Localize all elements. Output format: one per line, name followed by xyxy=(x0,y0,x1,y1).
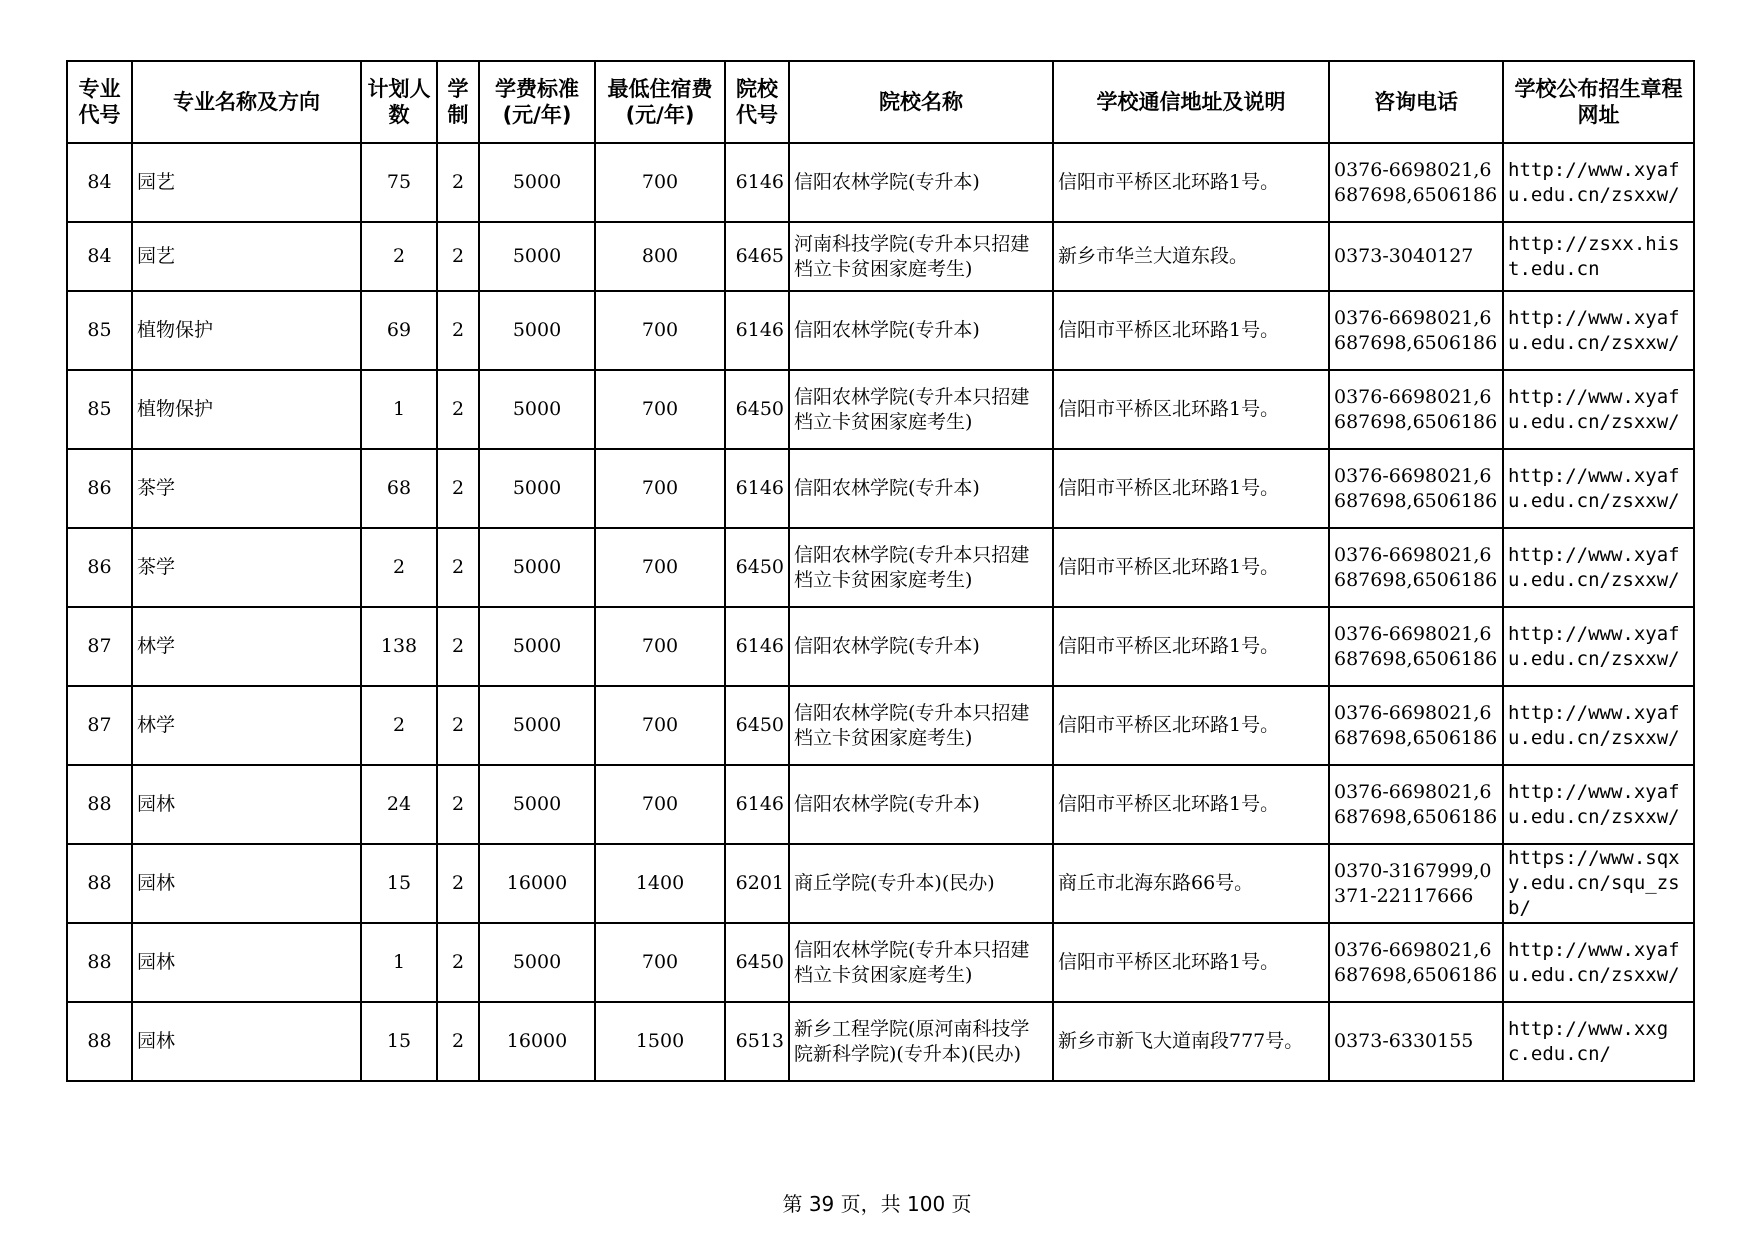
address-cell: 信阳市平桥区北环路1号。 xyxy=(1053,143,1329,222)
column-header: 咨询电话 xyxy=(1329,61,1503,143)
tuition-cell: 5000 xyxy=(479,765,595,844)
lodging-fee-cell: 700 xyxy=(595,923,725,1002)
major-name-cell: 园艺 xyxy=(132,222,361,291)
plan-count-cell: 1 xyxy=(361,370,437,449)
url-cell: http://www.xyafu.edu.cn/zsxxw/ xyxy=(1503,449,1694,528)
table-row xyxy=(67,291,1694,370)
column-header: 专业名称及方向 xyxy=(132,61,361,143)
lodging-fee-cell: 700 xyxy=(595,765,725,844)
school-code-cell: 6450 xyxy=(725,528,789,607)
column-header: 院校代号 xyxy=(725,61,789,143)
duration-cell: 2 xyxy=(437,370,479,449)
major-name-cell: 植物保护 xyxy=(132,370,361,449)
plan-count-cell: 138 xyxy=(361,607,437,686)
table-body xyxy=(67,143,1694,1081)
tuition-cell: 5000 xyxy=(479,923,595,1002)
url-cell: http://www.xxgc.edu.cn/ xyxy=(1503,1002,1694,1081)
lodging-fee-cell: 800 xyxy=(595,222,725,291)
column-header: 学校公布招生章程网址 xyxy=(1503,61,1694,143)
school-code-cell: 6513 xyxy=(725,1002,789,1081)
major-name-cell: 林学 xyxy=(132,686,361,765)
url-cell: http://www.xyafu.edu.cn/zsxxw/ xyxy=(1503,291,1694,370)
school-code-cell: 6146 xyxy=(725,449,789,528)
school-name-cell: 信阳农林学院(专升本) xyxy=(789,143,1053,222)
phone-cell: 0376-6698021,6687698,6506186 xyxy=(1329,449,1503,528)
school-code-cell: 6146 xyxy=(725,607,789,686)
major-code-cell: 87 xyxy=(67,686,132,765)
tuition-cell: 16000 xyxy=(479,844,595,923)
school-name-cell: 信阳农林学院(专升本) xyxy=(789,607,1053,686)
phone-cell: 0376-6698021,6687698,6506186 xyxy=(1329,765,1503,844)
table-row xyxy=(67,686,1694,765)
table-row xyxy=(67,607,1694,686)
table-row xyxy=(67,143,1694,222)
duration-cell: 2 xyxy=(437,765,479,844)
address-cell: 信阳市平桥区北环路1号。 xyxy=(1053,923,1329,1002)
address-cell: 信阳市平桥区北环路1号。 xyxy=(1053,686,1329,765)
plan-count-cell: 69 xyxy=(361,291,437,370)
plan-count-cell: 75 xyxy=(361,143,437,222)
school-code-cell: 6465 xyxy=(725,222,789,291)
address-cell: 信阳市平桥区北环路1号。 xyxy=(1053,370,1329,449)
phone-cell: 0370-3167999,0371-22117666 xyxy=(1329,844,1503,923)
lodging-fee-cell: 700 xyxy=(595,449,725,528)
tuition-cell: 5000 xyxy=(479,686,595,765)
school-name-cell: 新乡工程学院(原河南科技学院新科学院)(专升本)(民办) xyxy=(789,1002,1053,1081)
school-name-cell: 信阳农林学院(专升本) xyxy=(789,291,1053,370)
major-code-cell: 88 xyxy=(67,1002,132,1081)
lodging-fee-cell: 700 xyxy=(595,686,725,765)
plan-count-cell: 2 xyxy=(361,686,437,765)
school-name-cell: 信阳农林学院(专升本) xyxy=(789,765,1053,844)
major-code-cell: 86 xyxy=(67,449,132,528)
school-name-cell: 信阳农林学院(专升本只招建档立卡贫困家庭考生) xyxy=(789,370,1053,449)
school-name-cell: 信阳农林学院(专升本只招建档立卡贫困家庭考生) xyxy=(789,923,1053,1002)
table-header xyxy=(67,61,1694,143)
column-header: 学费标准(元/年) xyxy=(479,61,595,143)
table-row xyxy=(67,1002,1694,1081)
school-code-cell: 6146 xyxy=(725,291,789,370)
duration-cell: 2 xyxy=(437,528,479,607)
duration-cell: 2 xyxy=(437,923,479,1002)
major-code-cell: 84 xyxy=(67,143,132,222)
url-cell: http://www.xyafu.edu.cn/zsxxw/ xyxy=(1503,143,1694,222)
column-header: 学校通信地址及说明 xyxy=(1053,61,1329,143)
plan-count-cell: 68 xyxy=(361,449,437,528)
address-cell: 信阳市平桥区北环路1号。 xyxy=(1053,528,1329,607)
school-code-cell: 6201 xyxy=(725,844,789,923)
major-code-cell: 88 xyxy=(67,844,132,923)
column-header: 计划人数 xyxy=(361,61,437,143)
plan-count-cell: 1 xyxy=(361,923,437,1002)
major-name-cell: 植物保护 xyxy=(132,291,361,370)
major-name-cell: 园林 xyxy=(132,844,361,923)
column-header: 最低住宿费(元/年) xyxy=(595,61,725,143)
address-cell: 信阳市平桥区北环路1号。 xyxy=(1053,607,1329,686)
phone-cell: 0376-6698021,6687698,6506186 xyxy=(1329,528,1503,607)
lodging-fee-cell: 700 xyxy=(595,370,725,449)
duration-cell: 2 xyxy=(437,686,479,765)
admissions-table xyxy=(66,60,1695,1082)
major-code-cell: 88 xyxy=(67,923,132,1002)
column-header: 专业代号 xyxy=(67,61,132,143)
tuition-cell: 5000 xyxy=(479,449,595,528)
major-name-cell: 园林 xyxy=(132,923,361,1002)
lodging-fee-cell: 700 xyxy=(595,291,725,370)
major-name-cell: 园艺 xyxy=(132,143,361,222)
tuition-cell: 5000 xyxy=(479,528,595,607)
duration-cell: 2 xyxy=(437,844,479,923)
major-name-cell: 园林 xyxy=(132,1002,361,1081)
duration-cell: 2 xyxy=(437,143,479,222)
url-cell: http://www.xyafu.edu.cn/zsxxw/ xyxy=(1503,923,1694,1002)
url-cell: http://www.xyafu.edu.cn/zsxxw/ xyxy=(1503,765,1694,844)
phone-cell: 0376-6698021,6687698,6506186 xyxy=(1329,291,1503,370)
address-cell: 信阳市平桥区北环路1号。 xyxy=(1053,765,1329,844)
table-row xyxy=(67,844,1694,923)
lodging-fee-cell: 1500 xyxy=(595,1002,725,1081)
phone-cell: 0376-6698021,6687698,6506186 xyxy=(1329,143,1503,222)
school-code-cell: 6450 xyxy=(725,923,789,1002)
page-footer: 第 39 页，共 100 页 xyxy=(782,1192,972,1216)
tuition-cell: 5000 xyxy=(479,370,595,449)
tuition-cell: 5000 xyxy=(479,291,595,370)
school-code-cell: 6146 xyxy=(725,143,789,222)
tuition-cell: 5000 xyxy=(479,143,595,222)
major-code-cell: 88 xyxy=(67,765,132,844)
url-cell: http://zsxx.hist.edu.cn xyxy=(1503,222,1694,291)
column-header: 学制 xyxy=(437,61,479,143)
tuition-cell: 5000 xyxy=(479,607,595,686)
phone-cell: 0373-6330155 xyxy=(1329,1002,1503,1081)
major-name-cell: 林学 xyxy=(132,607,361,686)
duration-cell: 2 xyxy=(437,449,479,528)
lodging-fee-cell: 700 xyxy=(595,528,725,607)
url-cell: https://www.sqxy.edu.cn/squ_zsb/ xyxy=(1503,844,1694,923)
school-code-cell: 6146 xyxy=(725,765,789,844)
school-name-cell: 商丘学院(专升本)(民办) xyxy=(789,844,1053,923)
duration-cell: 2 xyxy=(437,222,479,291)
lodging-fee-cell: 700 xyxy=(595,143,725,222)
lodging-fee-cell: 700 xyxy=(595,607,725,686)
duration-cell: 2 xyxy=(437,1002,479,1081)
table-row xyxy=(67,765,1694,844)
address-cell: 新乡市新飞大道南段777号。 xyxy=(1053,1002,1329,1081)
address-cell: 新乡市华兰大道东段。 xyxy=(1053,222,1329,291)
url-cell: http://www.xyafu.edu.cn/zsxxw/ xyxy=(1503,686,1694,765)
plan-count-cell: 2 xyxy=(361,222,437,291)
column-header: 院校名称 xyxy=(789,61,1053,143)
table-row xyxy=(67,370,1694,449)
plan-count-cell: 2 xyxy=(361,528,437,607)
plan-count-cell: 24 xyxy=(361,765,437,844)
major-name-cell: 茶学 xyxy=(132,528,361,607)
plan-count-cell: 15 xyxy=(361,844,437,923)
major-code-cell: 87 xyxy=(67,607,132,686)
phone-cell: 0376-6698021,6687698,6506186 xyxy=(1329,370,1503,449)
tuition-cell: 16000 xyxy=(479,1002,595,1081)
school-code-cell: 6450 xyxy=(725,686,789,765)
school-name-cell: 河南科技学院(专升本只招建档立卡贫困家庭考生) xyxy=(789,222,1053,291)
table-row xyxy=(67,528,1694,607)
major-code-cell: 86 xyxy=(67,528,132,607)
header-row xyxy=(67,61,1694,143)
duration-cell: 2 xyxy=(437,291,479,370)
school-name-cell: 信阳农林学院(专升本只招建档立卡贫困家庭考生) xyxy=(789,528,1053,607)
tuition-cell: 5000 xyxy=(479,222,595,291)
school-name-cell: 信阳农林学院(专升本只招建档立卡贫困家庭考生) xyxy=(789,686,1053,765)
school-code-cell: 6450 xyxy=(725,370,789,449)
major-code-cell: 85 xyxy=(67,291,132,370)
table-row xyxy=(67,449,1694,528)
lodging-fee-cell: 1400 xyxy=(595,844,725,923)
address-cell: 信阳市平桥区北环路1号。 xyxy=(1053,449,1329,528)
table-row xyxy=(67,222,1694,291)
url-cell: http://www.xyafu.edu.cn/zsxxw/ xyxy=(1503,528,1694,607)
phone-cell: 0376-6698021,6687698,6506186 xyxy=(1329,923,1503,1002)
major-code-cell: 85 xyxy=(67,370,132,449)
address-cell: 商丘市北海东路66号。 xyxy=(1053,844,1329,923)
duration-cell: 2 xyxy=(437,607,479,686)
phone-cell: 0373-3040127 xyxy=(1329,222,1503,291)
plan-count-cell: 15 xyxy=(361,1002,437,1081)
phone-cell: 0376-6698021,6687698,6506186 xyxy=(1329,607,1503,686)
url-cell: http://www.xyafu.edu.cn/zsxxw/ xyxy=(1503,607,1694,686)
url-cell: http://www.xyafu.edu.cn/zsxxw/ xyxy=(1503,370,1694,449)
school-name-cell: 信阳农林学院(专升本) xyxy=(789,449,1053,528)
address-cell: 信阳市平桥区北环路1号。 xyxy=(1053,291,1329,370)
table-row xyxy=(67,923,1694,1002)
phone-cell: 0376-6698021,6687698,6506186 xyxy=(1329,686,1503,765)
major-name-cell: 茶学 xyxy=(132,449,361,528)
major-code-cell: 84 xyxy=(67,222,132,291)
major-name-cell: 园林 xyxy=(132,765,361,844)
